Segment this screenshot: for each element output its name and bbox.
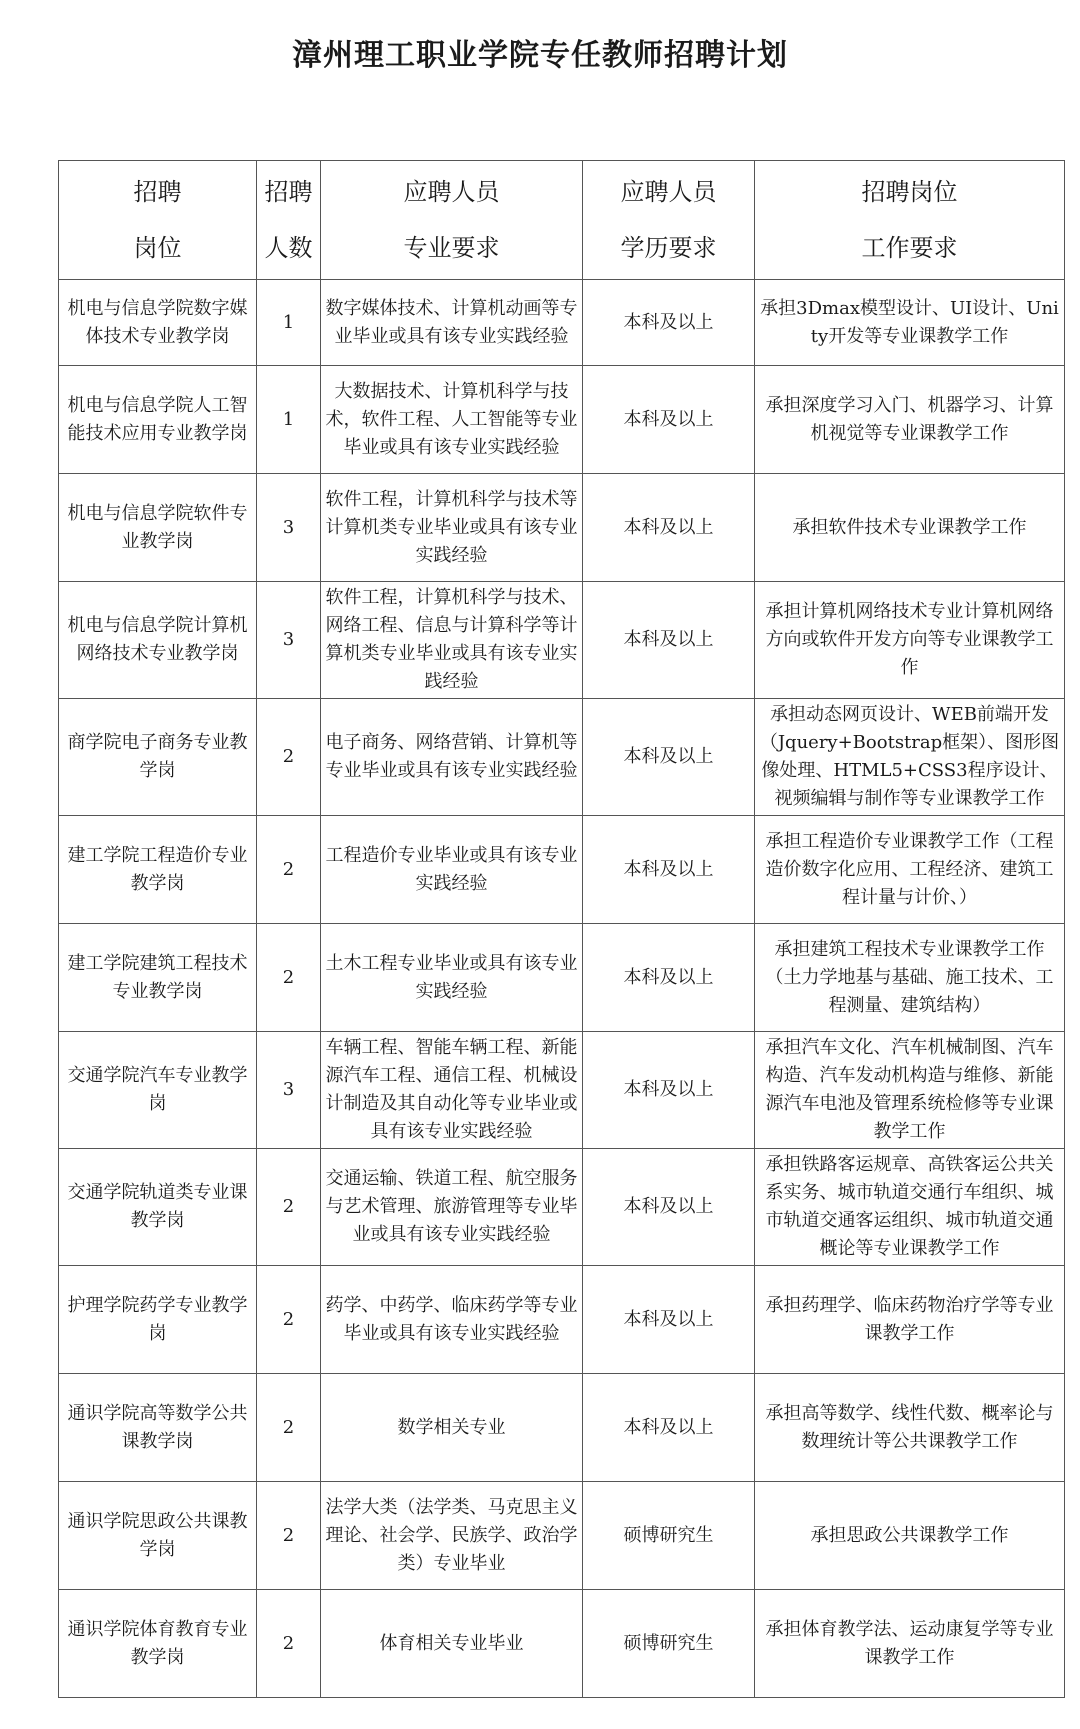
cell-education: 本科及以上 <box>583 816 755 924</box>
cell-count: 2 <box>257 816 321 924</box>
cell-duty: 承担思政公共课教学工作 <box>755 1482 1065 1590</box>
cell-duty: 承担计算机网络技术专业计算机网络方向或软件开发方向等专业课教学工作 <box>755 582 1065 699</box>
cell-education: 本科及以上 <box>583 582 755 699</box>
cell-duty: 承担工程造价专业课教学工作（工程造价数字化应用、工程经济、建筑工程计量与计价、） <box>755 816 1065 924</box>
header-count-line1: 招聘 <box>264 178 313 206</box>
header-count <box>257 161 321 280</box>
table-row <box>59 366 1065 474</box>
cell-count: 2 <box>257 1482 321 1590</box>
cell-count: 2 <box>257 924 321 1032</box>
header-post-line1: 招聘 <box>133 178 182 206</box>
header-major <box>321 161 583 280</box>
cell-count: 2 <box>257 699 321 816</box>
cell-major: 电子商务、网络营销、计算机等专业毕业或具有该专业实践经验 <box>321 699 583 816</box>
cell-count: 1 <box>257 280 321 366</box>
cell-post: 机电与信息学院数字媒体技术专业教学岗 <box>59 280 257 366</box>
table-row <box>59 1482 1065 1590</box>
cell-post: 机电与信息学院人工智能技术应用专业教学岗 <box>59 366 257 474</box>
cell-count: 2 <box>257 1374 321 1482</box>
cell-duty: 承担体育教学法、运动康复学等专业课教学工作 <box>755 1590 1065 1698</box>
cell-post: 交通学院轨道类专业课教学岗 <box>59 1149 257 1266</box>
table-row <box>59 1374 1065 1482</box>
cell-count: 3 <box>257 474 321 582</box>
cell-major: 交通运输、铁道工程、航空服务与艺术管理、旅游管理等专业毕业或具有该专业实践经验 <box>321 1149 583 1266</box>
recruitment-table <box>58 160 1065 1698</box>
cell-major: 软件工程，计算机科学与技术、网络工程、信息与计算科学等计算机类专业毕业或具有该专业实践经验 <box>321 582 583 699</box>
cell-count: 2 <box>257 1266 321 1374</box>
table-row <box>59 1590 1065 1698</box>
header-education <box>583 161 755 280</box>
cell-education: 本科及以上 <box>583 474 755 582</box>
table-row <box>59 1032 1065 1149</box>
cell-education: 本科及以上 <box>583 1266 755 1374</box>
cell-major: 数学相关专业 <box>321 1374 583 1482</box>
cell-post: 通识学院体育教育专业教学岗 <box>59 1590 257 1698</box>
cell-education: 本科及以上 <box>583 1149 755 1266</box>
page-title: 漳州理工职业学院专任教师招聘计划 <box>292 38 788 73</box>
table-header-row <box>59 161 1065 280</box>
cell-post: 商学院电子商务专业教学岗 <box>59 699 257 816</box>
header-count-line2: 人数 <box>264 234 313 262</box>
cell-duty: 承担铁路客运规章、高铁客运公共关系实务、城市轨道交通行车组织、城市轨道交通客运组织、城市轨道交通概论等专业课教学工作 <box>755 1149 1065 1266</box>
table-row <box>59 280 1065 366</box>
table-row <box>59 1149 1065 1266</box>
cell-education: 本科及以上 <box>583 924 755 1032</box>
cell-duty: 承担3Dmax模型设计、UI设计、Unity开发等专业课教学工作 <box>755 280 1065 366</box>
cell-count: 3 <box>257 582 321 699</box>
cell-major: 大数据技术、计算机科学与技术，软件工程、人工智能等专业毕业或具有该专业实践经验 <box>321 366 583 474</box>
cell-major: 体育相关专业毕业 <box>321 1590 583 1698</box>
cell-major: 数字媒体技术、计算机动画等专业毕业或具有该专业实践经验 <box>321 280 583 366</box>
cell-post: 建工学院工程造价专业教学岗 <box>59 816 257 924</box>
cell-count: 2 <box>257 1149 321 1266</box>
cell-major: 法学大类（法学类、马克思主义理论、社会学、民族学、政治学类）专业毕业 <box>321 1482 583 1590</box>
cell-education: 硕博研究生 <box>583 1482 755 1590</box>
cell-major: 药学、中药学、临床药学等专业毕业或具有该专业实践经验 <box>321 1266 583 1374</box>
cell-duty: 承担高等数学、线性代数、概率论与数理统计等公共课教学工作 <box>755 1374 1065 1482</box>
table-row <box>59 699 1065 816</box>
cell-post: 护理学院药学专业教学岗 <box>59 1266 257 1374</box>
table-row <box>59 474 1065 582</box>
cell-education: 本科及以上 <box>583 1032 755 1149</box>
cell-duty: 承担深度学习入门、机器学习、计算机视觉等专业课教学工作 <box>755 366 1065 474</box>
cell-post: 建工学院建筑工程技术专业教学岗 <box>59 924 257 1032</box>
header-major-line1: 应聘人员 <box>403 178 500 206</box>
header-duty-line1: 招聘岗位 <box>861 178 958 206</box>
cell-count: 2 <box>257 1590 321 1698</box>
cell-education: 硕博研究生 <box>583 1590 755 1698</box>
cell-major: 工程造价专业毕业或具有该专业实践经验 <box>321 816 583 924</box>
cell-post: 交通学院汽车专业教学岗 <box>59 1032 257 1149</box>
table-row <box>59 924 1065 1032</box>
table-row <box>59 582 1065 699</box>
cell-education: 本科及以上 <box>583 1374 755 1482</box>
cell-duty: 承担药理学、临床药物治疗学等专业课教学工作 <box>755 1266 1065 1374</box>
cell-education: 本科及以上 <box>583 280 755 366</box>
cell-post: 通识学院思政公共课教学岗 <box>59 1482 257 1590</box>
cell-duty: 承担建筑工程技术专业课教学工作（土力学地基与基础、施工技术、工程测量、建筑结构） <box>755 924 1065 1032</box>
cell-major: 软件工程，计算机科学与技术等计算机类专业毕业或具有该专业实践经验 <box>321 474 583 582</box>
cell-duty: 承担动态网页设计、WEB前端开发（Jquery+Bootstrap框架）、图形图像处理、HTML5+CSS3程序设计、视频编辑与制作等专业课教学工作 <box>755 699 1065 816</box>
cell-education: 本科及以上 <box>583 699 755 816</box>
header-duty-line2: 工作要求 <box>861 234 958 262</box>
header-education-line1: 应聘人员 <box>620 178 717 206</box>
cell-post: 机电与信息学院软件专业教学岗 <box>59 474 257 582</box>
cell-duty: 承担汽车文化、汽车机械制图、汽车构造、汽车发动机构造与维修、新能源汽车电池及管理系统检修等专业课教学工作 <box>755 1032 1065 1149</box>
header-post-line2: 岗位 <box>133 234 182 262</box>
cell-count: 1 <box>257 366 321 474</box>
cell-duty: 承担软件技术专业课教学工作 <box>755 474 1065 582</box>
header-post <box>59 161 257 280</box>
cell-post: 机电与信息学院计算机网络技术专业教学岗 <box>59 582 257 699</box>
cell-education: 本科及以上 <box>583 366 755 474</box>
cell-major: 土木工程专业毕业或具有该专业实践经验 <box>321 924 583 1032</box>
cell-count: 3 <box>257 1032 321 1149</box>
header-education-line2: 学历要求 <box>620 234 717 262</box>
table-row <box>59 1266 1065 1374</box>
table-row <box>59 816 1065 924</box>
header-duty <box>755 161 1065 280</box>
cell-post: 通识学院高等数学公共课教学岗 <box>59 1374 257 1482</box>
cell-major: 车辆工程、智能车辆工程、新能源汽车工程、通信工程、机械设计制造及其自动化等专业毕业或具有该专业实践经验 <box>321 1032 583 1149</box>
header-major-line2: 专业要求 <box>403 234 500 262</box>
